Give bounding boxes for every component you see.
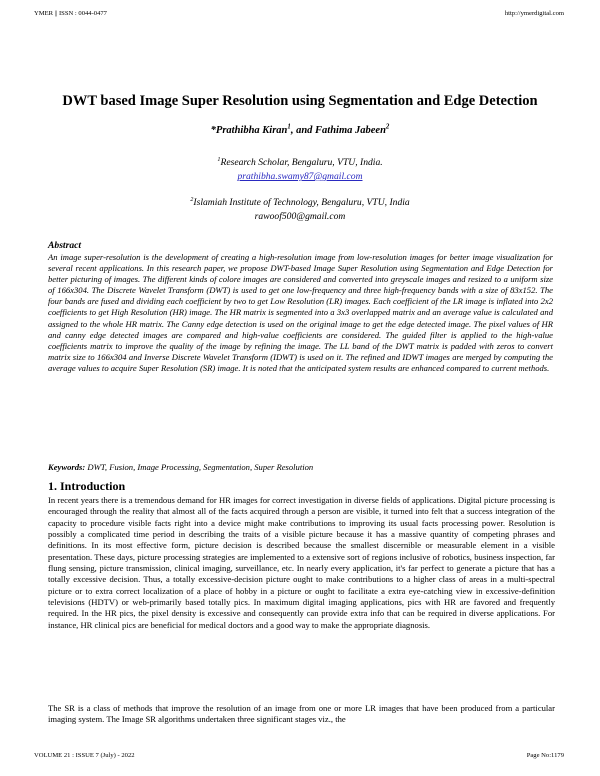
journal-url: http://ymerdigital.com [504, 10, 564, 17]
volume-footer: VOLUME 21 : ISSUE 7 (July) - 2022 [34, 752, 135, 759]
author-1-sup: 1 [287, 123, 291, 131]
author-2-email: rawoof500@gmail.com [254, 211, 346, 222]
affiliation-1-text: Research Scholar, Bengaluru, VTU, India. [220, 157, 383, 168]
abstract-heading: Abstract [48, 240, 82, 251]
keywords-line [48, 462, 313, 472]
corresponding-mark: * [210, 125, 216, 136]
abstract-text: An image super-resolution is the development of creating a high-resolution image from low-resolution images for better image visualization for several recent applications. In this research paper, we propose DWT-based Image Super Resolution using Segmentation and Edge Detection for better picturing of images. The different kinds of colore images are considered and converted into greyscale images and resized to a uniform size of 166x304. The Discrete Wavelet Transform (DWT) is used to get one low-frequency and three high-frequency bands with a size of 83x152. The four bands are fused and dividing each coefficient by two to get Low Resolution (LR) images. Each coefficient of the LR image is inflated into 2x2 coefficients to get High Resolution (HR) image. The HR matrix is segmented into a 3x3 overlapped matrix and an average value is calculated and assigned to the whole HR matrix. The Canny edge detection is used on the original image to get the edge detected image. The pixel values of HR and canny edge detected images are compared and high-value coefficients are considered. The guided filter is applied to the high-value coefficients matrix to improve the quality of the image by refining the image. The LL band of the DWT matrix is padded with zeros to convert matrix size to 166x304 and Inverse Discrete Wavelet Transform (IDWT) is used on it. The refined and IDWT images are merged by computing the average values to acquire Super Resolution (SR) image. It is noted that the anticipated system results are enhanced compared to current methods. [48, 252, 553, 373]
affiliation-2-sup: 2 [190, 195, 194, 203]
page-number: Page No:1179 [526, 752, 564, 759]
section-heading-introduction: 1. Introduction [48, 479, 126, 493]
keywords-text: DWT, Fusion, Image Processing, Segmentation, Super Resolution [87, 462, 314, 472]
author-1: Prathibha Kiran [215, 125, 288, 136]
affiliation-1 [40, 156, 560, 184]
author-joiner: , and [290, 125, 316, 136]
affiliation-2-text: Islamiah Institute of Technology, Bengaluru, VTU, India [193, 197, 410, 208]
keywords-label: Keywords: [48, 462, 86, 472]
paper-title: DWT based Image Super Resolution using Segmentation and Edge Detection [62, 93, 538, 109]
intro-paragraph-2: The SR is a class of methods that improve the resolution of an image from one or more LR images that have been produced from a particular imaging system. The Image SR algorithms undertaken three significant stages viz., the [48, 703, 555, 725]
author-2: Fathima Jabeen [315, 125, 386, 136]
author-line [40, 125, 560, 136]
affiliation-2 [40, 196, 560, 224]
journal-header: YMER || ISSN : 0044-0477 [34, 10, 107, 17]
intro-paragraph-1: In recent years there is a tremendous demand for HR images for correct investigation in diverse fields of applications. Digital picture processing is encouraged through the reality that almost all of the facts acquired through a person are visible, it turned into felt that a success integration of the capacity to procedure visible facts right into a device might make contributions to improving its usual facts processing power. Resolution is possibly a complicated time period in describing the traits of a visible picture because it has a massive quantity of competing phrases and definitions. In its most effective form, picture decision is described because the smallest discernible or measurable element in a visible presentation. These days, picture processing strategies are implemented to a extensive sort of regions inclusive of robotics, business inspection, far flung sensing, picture transmission, clinical imaging, surveillance, etc. In nearly every application, it's far perfect to generate a picture that has a totally excessive decision. Thus, a totally excessive-decision picture ought to make contributions to a higher class of areas in a multi-spectral picture or to extra correct localization of a place of hobby in a picture or ought to facilitate a extra eye-catching view in excessive-definition televisions (HDTV) or web-primarily based totally pics. In maximum digital imaging applications, pics with HR are favored and frequently required. In the HR pics, the pixel density is excessive and consequently can provide extra info that can be required in diverse applications. For instance, HR clinical pics are beneficial for medical doctors and a good way to make the appropriate diagnosis. [48, 495, 555, 630]
affiliation-1-sup: 1 [217, 155, 221, 163]
author-2-sup: 2 [385, 123, 390, 131]
author-1-email-link[interactable]: prathibha.swamy87@gmail.com [237, 171, 363, 182]
